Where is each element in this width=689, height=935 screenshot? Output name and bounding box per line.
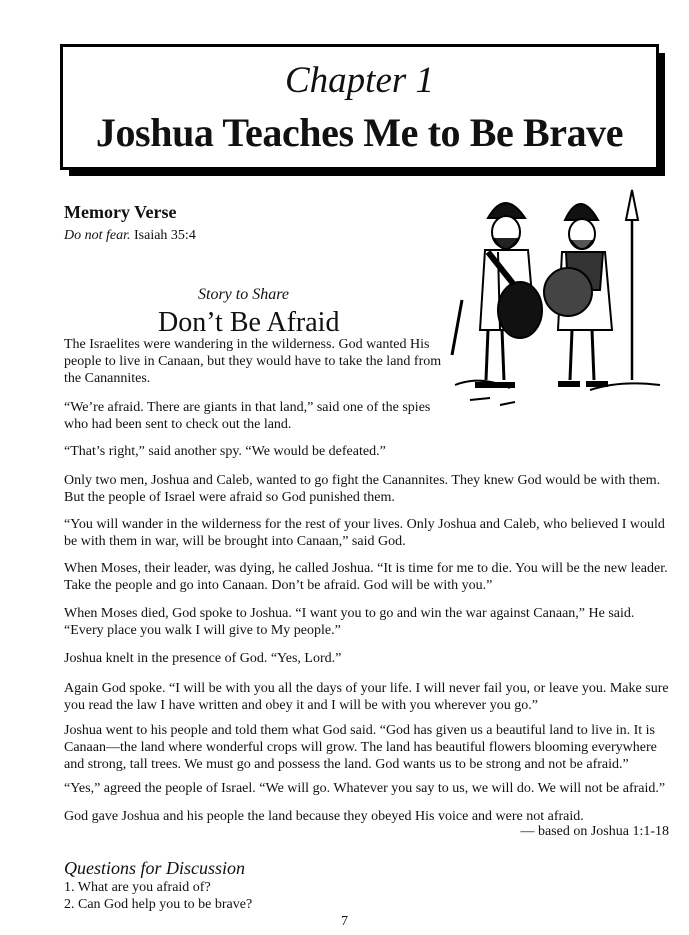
question-item-1: 1. What are you afraid of? <box>64 880 211 895</box>
page-number: 7 <box>341 914 348 929</box>
chapter-title: Joshua Teaches Me to Be Brave <box>95 110 624 155</box>
story-paragraph-5: “You will wander in the wilderness for the rest of your lives. Only Joshua and Caleb, who believed I would be with them in war, will be brought into Canaan,” said God. <box>64 517 665 549</box>
story-paragraph-11: “Yes,” agreed the people of Israel. “We will go. Whatever you say to us, we will do. We will not be afraid.” <box>64 781 666 796</box>
question-item-2: 2. Can God help you to be brave? <box>64 897 253 912</box>
soldiers-illustration <box>440 180 670 420</box>
story-label: Story to Share <box>198 286 289 303</box>
memory-verse-text: Do not fear. <box>64 228 131 243</box>
story-paragraph-7: When Moses died, God spoke to Joshua. “I want you to go and win the war against Canaan,” He said. “Every place you walk I will give to My people.” <box>64 606 635 638</box>
story-paragraph-3: “That’s right,” said another spy. “We would be defeated.” <box>64 444 386 459</box>
chapter-title-box <box>60 44 659 170</box>
memory-verse-label: Memory Verse <box>64 202 177 222</box>
story-paragraph-8: Joshua knelt in the presence of God. “Yes, Lord.” <box>64 651 342 666</box>
story-paragraph-6: When Moses, their leader, was dying, he called Joshua. “It is time for me to die. You will be the new leader. Take the people and go into Canaan. Don’t be afraid. God will be with you.” <box>64 561 668 593</box>
story-paragraph-9: Again God spoke. “I will be with you all the days of your life. I will never fail you, or leave you. Make sure you read the law I have written and obey it and I will be with you wherever you go.” <box>64 681 669 713</box>
story-paragraph-1: The Israelites were wandering in the wilderness. God wanted His people to live in Canaan, but they would have to take the land from the Canannites. <box>64 337 442 386</box>
questions-heading: Questions for Discussion <box>64 858 246 878</box>
story-paragraph-4: Only two men, Joshua and Caleb, wanted to go fight the Canannites. They knew God would be with them. But the people of Israel were afraid so God punished them. <box>64 473 661 505</box>
story-paragraph-2: “We’re afraid. There are giants in that land,” said one of the spies who had been sent to check out the land. <box>64 400 431 432</box>
story-attribution: — based on Joshua 1:1-18 <box>520 824 669 839</box>
memory-verse-reference: Isaiah 35:4 <box>134 228 196 243</box>
story-paragraph-10: Joshua went to his people and told them what God said. “God has given us a beautiful land to live in. It is Canaan—the land where wonderful crops will grow. The land has beautiful flowers blooming everywhere and strong, tall trees. We must go and possess the land. God wants us to be strong and not be afraid.” <box>64 723 657 772</box>
memory-verse <box>64 228 196 244</box>
story-title: Don’t Be Afraid <box>158 307 340 338</box>
chapter-number: Chapter 1 <box>284 60 435 101</box>
story-paragraph-12: God gave Joshua and his people the land because they obeyed His voice and were not afraid. <box>64 809 584 824</box>
